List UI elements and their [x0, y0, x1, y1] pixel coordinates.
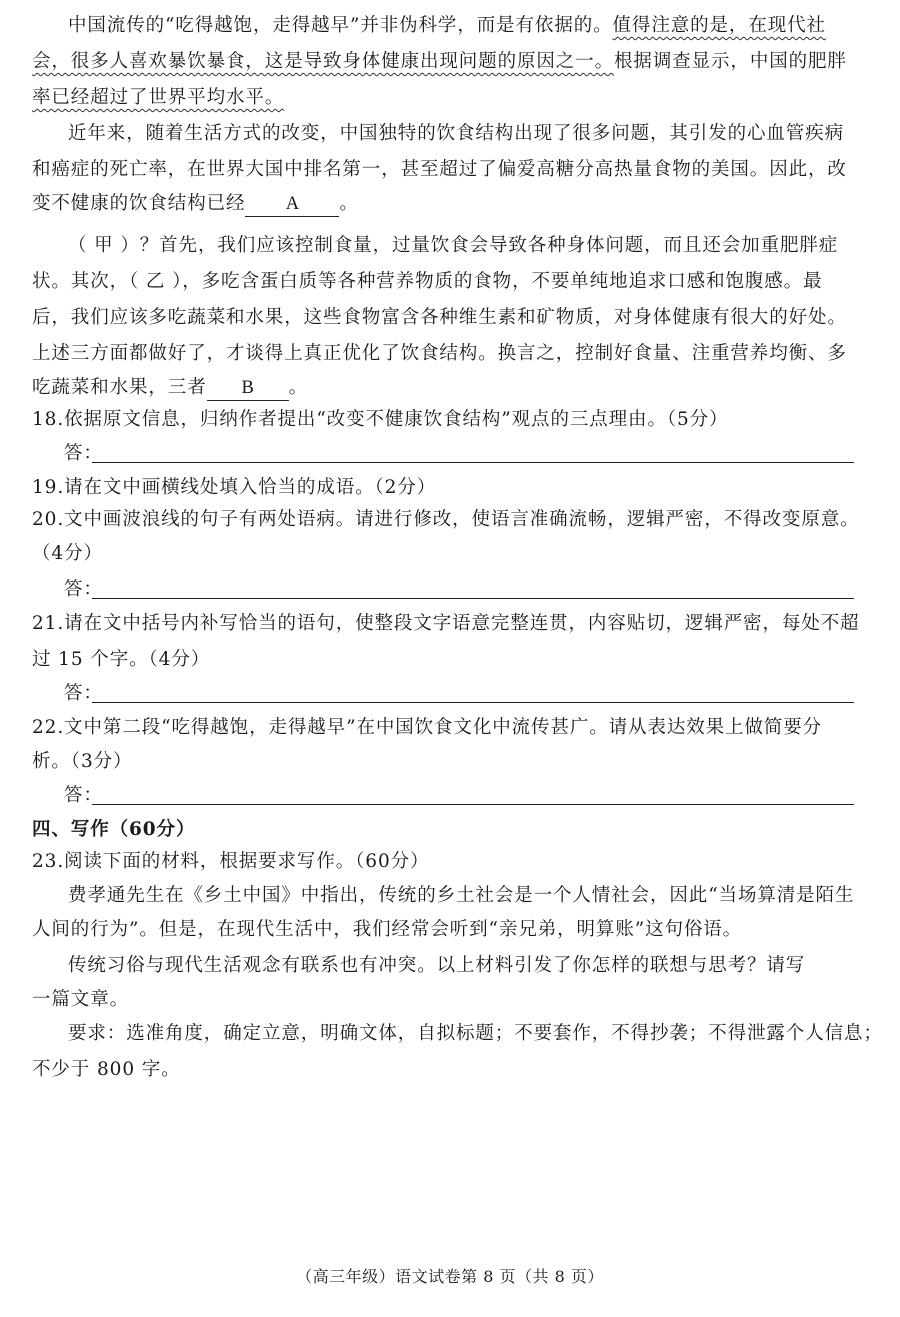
answer-label: 答：: [64, 579, 103, 600]
passage-line: [32, 374, 862, 402]
passage-line: 后，我们应该多吃蔬菜和水果，这些食物富含各种维生素和矿物质，对身体健康有很大的好处。: [32, 307, 847, 328]
question-18: 18.依据原文信息，归纳作者提出“改变不健康饮食结构”观点的三点理由。（5分）: [32, 409, 729, 430]
passage-text: 变不健康的饮食结构已经: [32, 193, 246, 214]
question-21: 21.请在文中括号内补写恰当的语句，使整段文字语意完整连贯，内容贴切，逻辑严密，每处不超: [32, 613, 860, 634]
section-title-writing: 四、写作（60分）: [32, 819, 196, 840]
passage-line: [68, 12, 898, 40]
passage-line: [32, 48, 862, 76]
answer-line-22[interactable]: [92, 804, 854, 805]
question-20-cont: （4分）: [32, 543, 103, 564]
requirements-line: 不少于 800 字。: [32, 1059, 181, 1080]
question-22: 22.文中第二段“吃得越饱，走得越早”在中国饮食文化中流传甚广。请从表达效果上做简要分: [32, 717, 823, 738]
requirements-line: 要求：选准角度，确定立意，明确文体，自拟标题；不要套作，不得抄袭；不得泄露个人信息；: [68, 1023, 883, 1044]
material-line: 人间的行为”。但是，在现代生活中，我们经常会听到“亲兄弟，明算账”这句俗语。: [32, 919, 743, 940]
passage-text: 。: [288, 377, 309, 398]
passage-line: 状。其次，（ 乙 ），多吃含蛋白质等各种营养物质的食物，不要单纯地追求口感和饱腹感。最: [32, 271, 823, 292]
passage-line: （ 甲 ）？首先，我们应该控制食量，过量饮食会导致各种身体问题，而且还会加重肥胖症: [68, 235, 839, 256]
answer-label: 答：: [64, 785, 103, 806]
wavy-sentence: 会，很多人喜欢暴饮暴食，这是导致身体健康出现问题的原因之一。: [32, 51, 615, 72]
passage-text: 中国流传的“吃得越饱，走得越早”并非伪科学，而是有依据的。: [68, 15, 613, 36]
material-line: 传统习俗与现代生活观念有联系也有冲突。以上材料引发了你怎样的联想与思考？请写: [68, 955, 806, 976]
passage-text: 根据调查显示，中国的肥胖: [614, 51, 847, 72]
question-19: 19.请在文中画横线处填入恰当的成语。（2分）: [32, 477, 437, 498]
question-22-cont: 析。（3分）: [32, 751, 133, 772]
answer-line-18[interactable]: [92, 462, 854, 463]
passage-line: [32, 84, 862, 112]
answer-line-20[interactable]: [92, 598, 854, 599]
answer-label: 答：: [64, 683, 103, 704]
blank-b: B: [207, 376, 289, 401]
passage-line: [32, 190, 862, 218]
question-21-cont: 过 15 个字。（4分）: [32, 649, 211, 670]
wavy-sentence: 率已经超过了世界平均水平。: [32, 87, 285, 108]
passage-text: 吃蔬菜和水果，三者: [32, 377, 207, 398]
answer-line-21[interactable]: [92, 702, 854, 703]
wavy-sentence: 值得注意的是，在现代社: [612, 15, 826, 36]
material-line: 一篇文章。: [32, 989, 130, 1010]
passage-line: 和癌症的死亡率，在世界大国中排名第一，甚至超过了偏爱高糖分高热量食物的美国。因此，改: [32, 159, 847, 180]
question-23: 23.阅读下面的材料，根据要求写作。（60分）: [32, 851, 430, 872]
blank-a: A: [245, 192, 339, 217]
page-footer: （高三年级）语文试卷第 8 页（共 8 页）: [296, 1267, 604, 1286]
material-line: 费孝通先生在《乡土中国》中指出，传统的乡土社会是一个人情社会，因此“当场算清是陌生: [68, 885, 855, 906]
passage-line: 近年来，随着生活方式的改变，中国独特的饮食结构出现了很多问题，其引发的心血管疾病: [68, 123, 845, 144]
question-20: 20.文中画波浪线的句子有两处语病。请进行修改，使语言准确流畅，逻辑严密，不得改变原意。: [32, 509, 860, 530]
answer-label: 答：: [64, 443, 103, 464]
passage-line: 上述三方面都做好了，才谈得上真正优化了饮食结构。换言之，控制好食量、注重营养均衡、多: [32, 343, 847, 364]
passage-text: 。: [339, 193, 359, 214]
